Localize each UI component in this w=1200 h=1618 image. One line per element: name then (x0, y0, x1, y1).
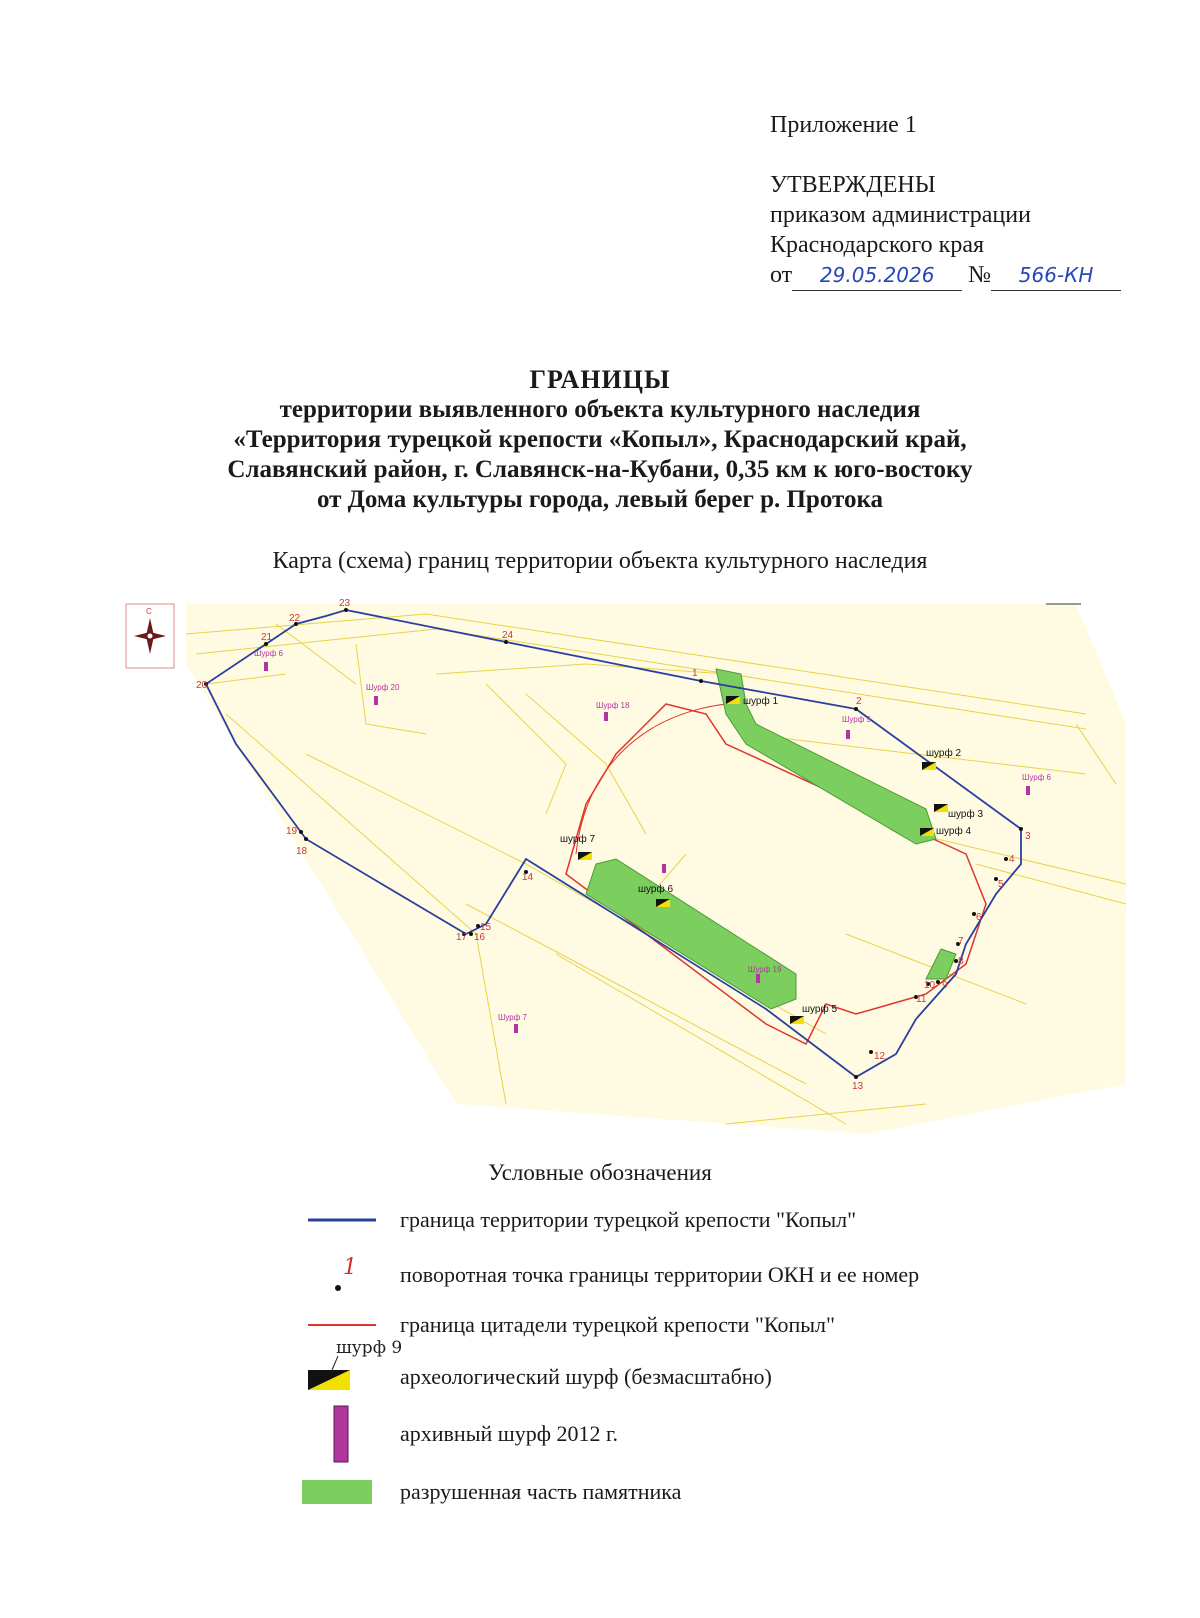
title-line-1: территории выявленного объекта культурного наследия (279, 396, 921, 423)
turn-point-2: 2 (856, 696, 862, 707)
legend-symbol-archive-pit (300, 1404, 400, 1464)
legend-text-pit: археологический шурф (безмасштабно) (400, 1364, 772, 1389)
svg-text:Шурф 6: Шурф 6 (1022, 773, 1051, 782)
legend-text-destroyed: разрушенная часть памятника (400, 1479, 682, 1504)
approval-line-2: Краснодарского края (770, 232, 985, 258)
svg-text:шурф 6: шурф 6 (638, 884, 674, 895)
svg-text:Шурф 20: Шурф 20 (366, 683, 400, 692)
turn-point-18: 18 (296, 846, 308, 857)
legend-text-citadel: граница цитадели турецкой крепости "Копыл" (400, 1312, 835, 1337)
svg-text:Шурф 7: Шурф 7 (498, 1013, 527, 1022)
legend-text-turn-point: поворотная точка границы территории ОКН и ее номер (400, 1262, 920, 1287)
legend-title: Условные обозначения (488, 1160, 712, 1185)
compass-north: С (146, 607, 152, 616)
turn-point-10: 10 (924, 980, 936, 991)
title-line-2: «Территория турецкой крепости «Копыл», Краснодарский край, (233, 426, 967, 453)
turn-point-22: 22 (289, 613, 301, 624)
svg-text:шурф 7: шурф 7 (560, 834, 596, 845)
map-subtitle: Карта (схема) границ территории объекта культурного наследия (272, 548, 928, 574)
document-title (0, 365, 1200, 515)
archive-pit-f (662, 864, 666, 873)
turn-point-17: 17 (456, 932, 468, 943)
svg-text:Шурф 5: Шурф 5 (842, 715, 871, 724)
turn-point-9: 9 (942, 980, 948, 991)
survey-background (186, 604, 1126, 1134)
turn-point-16: 16 (474, 932, 486, 943)
title-main: ГРАНИЦЫ (529, 365, 671, 394)
number-label: № (968, 262, 992, 288)
legend-pit-label: шурф 9 (336, 1338, 403, 1358)
svg-text:шурф 5: шурф 5 (802, 1004, 838, 1015)
legend-item-citadel (300, 1310, 835, 1340)
svg-text:Шурф 18: Шурф 18 (596, 701, 630, 710)
turn-point-15: 15 (480, 922, 492, 933)
approval-date: 29.05.2026 (792, 260, 962, 291)
turn-point-21: 21 (261, 632, 273, 643)
legend-item-turn-point (300, 1250, 919, 1300)
legend-symbol-citadel (300, 1310, 400, 1340)
legend-text-boundary: граница территории турецкой крепости "Копыл" (400, 1207, 857, 1232)
turn-point-20: 20 (196, 680, 208, 691)
legend-symbol-boundary (300, 1200, 400, 1240)
legend-text-archive-pit: архивный шурф 2012 г. (400, 1421, 618, 1446)
legend-item-archive-pit (300, 1404, 618, 1464)
legend-item-boundary (300, 1200, 856, 1240)
title-line-4: от Дома культуры города, левый берег р. Протока (316, 486, 883, 513)
svg-text:шурф 3: шурф 3 (948, 809, 984, 820)
approval-block (770, 110, 1121, 291)
legend-symbol-pit (300, 1338, 403, 1392)
site-map (126, 598, 1126, 1134)
turn-point-4: 4 (1009, 854, 1015, 865)
from-label: от (770, 262, 793, 288)
turn-point-6: 6 (976, 912, 982, 923)
compass-rose (126, 604, 174, 668)
turn-point-14: 14 (522, 872, 534, 883)
svg-text:Шурф 19: Шурф 19 (748, 965, 782, 974)
svg-text:Шурф 6: Шурф 6 (254, 649, 283, 658)
turn-point-19: 19 (286, 826, 298, 837)
svg-text:шурф 4: шурф 4 (936, 826, 972, 837)
turn-point-11: 11 (916, 994, 927, 1005)
turn-point-12: 12 (874, 1051, 886, 1062)
approval-number: 566-КН (991, 260, 1121, 291)
appendix-label: Приложение 1 (770, 112, 917, 138)
svg-text:шурф 2: шурф 2 (926, 748, 962, 759)
turn-point-8: 8 (958, 956, 964, 967)
legend-symbol-turn-point (300, 1250, 400, 1300)
approved-label: УТВЕРЖДЕНЫ (770, 172, 936, 198)
svg-text:шурф 1: шурф 1 (743, 696, 779, 707)
turn-point-3: 3 (1025, 831, 1031, 842)
legend-item-pit (300, 1340, 772, 1392)
turn-point-7: 7 (958, 936, 964, 947)
approval-date-line (770, 260, 1121, 291)
turn-point-13: 13 (852, 1081, 864, 1092)
title-line-3: Славянский район, г. Славянск-на-Кубани, 0,35 км к юго-востоку (227, 456, 973, 483)
legend-symbol-destroyed (300, 1472, 400, 1512)
turn-point-24: 24 (502, 630, 514, 641)
legend-turn-point-number: 1 (343, 1255, 357, 1280)
legend-item-destroyed (300, 1472, 681, 1512)
turn-point-5: 5 (998, 879, 1004, 890)
turn-point-23: 23 (339, 598, 351, 609)
approval-line-1: приказом администрации (770, 202, 1031, 228)
turn-point-1: 1 (692, 668, 698, 679)
